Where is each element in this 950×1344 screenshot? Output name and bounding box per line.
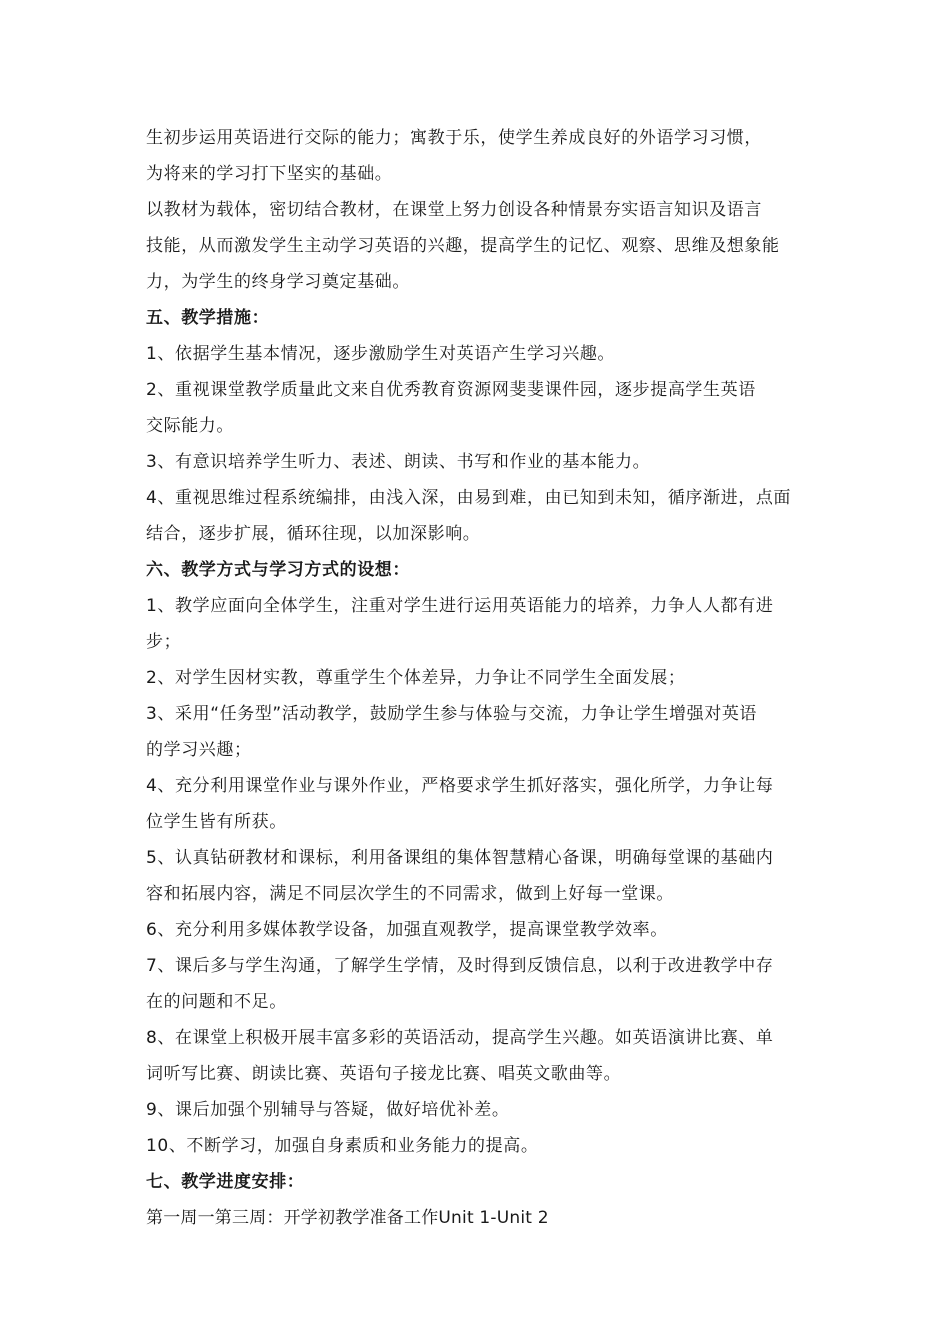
document-body xyxy=(146,120,810,1236)
list-item-continuation: 步； xyxy=(146,632,182,652)
paragraph-line: 为将来的学习打下坚实的基础。 xyxy=(146,164,393,184)
list-item: 3、采用“任务型”活动教学，鼓励学生参与体验与交流，力争让学生增强对英语 xyxy=(146,704,758,724)
schedule-line: 第一周一第三周：开学初教学准备工作Unit 1-Unit 2 xyxy=(146,1208,549,1228)
list-item: 8、在课堂上积极开展丰富多彩的英语活动，提高学生兴趣。如英语演讲比赛、单 xyxy=(146,1028,774,1048)
list-item: 1、教学应面向全体学生，注重对学生进行运用英语能力的培养，力争人人都有进 xyxy=(146,596,774,616)
list-item: 3、有意识培养学生听力、表述、朗读、书写和作业的基本能力。 xyxy=(146,452,651,472)
paragraph-line: 力，为学生的终身学习奠定基础。 xyxy=(146,272,410,292)
section-heading-5: 五、教学措施： xyxy=(146,308,270,328)
list-item-continuation: 在的问题和不足。 xyxy=(146,992,287,1012)
section-heading-6: 六、教学方式与学习方式的设想： xyxy=(146,560,410,580)
list-item-continuation: 的学习兴趣； xyxy=(146,740,252,760)
list-item-continuation: 结合，逐步扩展，循环往现，以加深影响。 xyxy=(146,524,481,544)
list-item: 7、课后多与学生沟通，了解学生学情，及时得到反馈信息，以利于改进教学中存 xyxy=(146,956,774,976)
list-item: 1、依据学生基本情况，逐步激励学生对英语产生学习兴趣。 xyxy=(146,344,616,364)
list-item: 2、重视课堂教学质量此文来自优秀教育资源网斐斐课件园，逐步提高学生英语 xyxy=(146,380,756,400)
list-item: 10、不断学习，加强自身素质和业务能力的提高。 xyxy=(146,1136,539,1156)
list-item: 2、对学生因材实教，尊重学生个体差异，力争让不同学生全面发展； xyxy=(146,668,686,688)
list-item: 5、认真钻研教材和课标，利用备课组的集体智慧精心备课，明确每堂课的基础内 xyxy=(146,848,774,868)
list-item: 4、充分利用课堂作业与课外作业，严格要求学生抓好落实，强化所学，力争让每 xyxy=(146,776,774,796)
list-item-continuation: 容和拓展内容，满足不同层次学生的不同需求，做到上好每一堂课。 xyxy=(146,884,674,904)
list-item: 4、重视思维过程系统编排，由浅入深，由易到难，由已知到未知，循序渐进，点面 xyxy=(146,488,792,508)
paragraph-line: 生初步运用英语进行交际的能力；寓教于乐，使学生养成良好的外语学习习惯， xyxy=(146,128,762,148)
list-item: 6、充分利用多媒体教学设备，加强直观教学，提高课堂教学效率。 xyxy=(146,920,668,940)
list-item: 9、课后加强个别辅导与答疑，做好培优补差。 xyxy=(146,1100,510,1120)
paragraph-line: 技能，从而激发学生主动学习英语的兴趣，提高学生的记忆、观察、思维及想象能 xyxy=(146,236,780,256)
list-item-continuation: 位学生皆有所获。 xyxy=(146,812,287,832)
list-item-continuation: 词听写比赛、朗读比赛、英语句子接龙比赛、唱英文歌曲等。 xyxy=(146,1064,622,1084)
paragraph-line: 以教材为载体，密切结合教材，在课堂上努力创设各种情景夯实语言知识及语言 xyxy=(146,200,762,220)
list-item-continuation: 交际能力。 xyxy=(146,416,234,436)
section-heading-7: 七、教学进度安排： xyxy=(146,1172,305,1192)
